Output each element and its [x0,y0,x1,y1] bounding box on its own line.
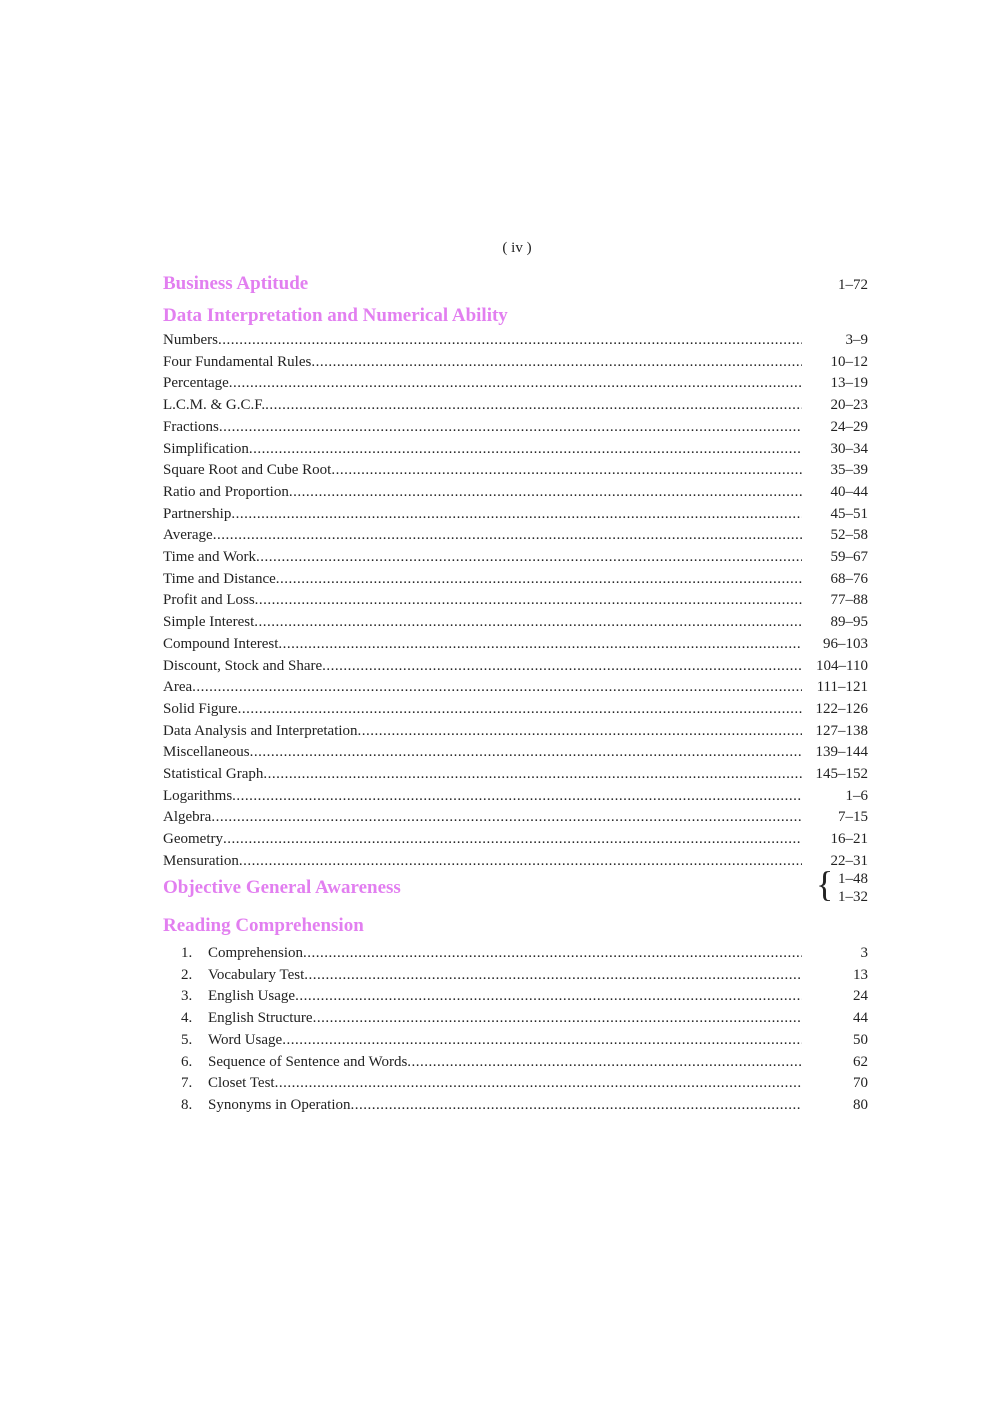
entry-title: Fractions [163,418,219,435]
toc-entry [163,1052,868,1074]
entry-title: Logarithms [163,787,233,804]
dot-leader [255,590,802,612]
entry-number: 7. [181,1075,193,1092]
dot-leader [275,1073,802,1095]
entry-pages: 127–138 [815,722,868,739]
dot-leader [223,829,802,851]
toc-entry [163,721,868,743]
toc-entry [163,742,868,764]
toc-entry [163,986,868,1008]
toc-entry [163,807,868,829]
toc-entry [163,439,868,461]
entry-pages: 89–95 [830,614,868,631]
entry-pages: 3 [860,945,868,961]
toc-entry [163,395,868,417]
entry-pages: 145–152 [815,766,868,783]
dot-leader [219,417,802,439]
entry-title: Geometry [163,831,223,848]
entry-pages: 77–88 [830,592,868,609]
dot-leader [250,742,802,764]
dot-leader [295,986,802,1008]
entry-pages: 22–31 [830,852,868,869]
section-pages-objective-2: 1–32 [838,889,868,905]
dot-leader [358,721,802,743]
dot-leader [263,764,802,786]
entry-title: Data Analysis and Interpretation [163,722,358,739]
entry-pages: 52–58 [830,527,868,544]
entry-pages: 40–44 [830,483,868,500]
toc-entry [163,417,868,439]
dot-leader [351,1095,803,1117]
dot-leader [218,330,802,352]
dot-leader [331,460,802,482]
dot-leader [256,547,802,569]
dot-leader [249,439,802,461]
data-interpretation-list [163,330,868,873]
entry-number: 2. [181,966,193,983]
section-heading-reading-comprehension: Reading Comprehension [163,915,364,936]
entry-pages: 111–121 [816,679,868,696]
entry-pages: 7–15 [838,809,868,826]
dot-leader [304,965,802,987]
dot-leader [311,352,802,374]
dot-leader [238,699,802,721]
toc-entry [163,829,868,851]
dot-leader [407,1052,802,1074]
entry-title: Discount, Stock and Share [163,657,323,674]
dot-leader [322,656,802,678]
entry-pages: 62 [853,1053,868,1070]
section-heading-business-aptitude: Business Aptitude [163,273,309,294]
toc-entry [163,590,868,612]
entry-title: Time and Work [163,549,256,566]
entry-pages: 45–51 [830,505,868,522]
toc-entry [163,569,868,591]
section-heading-objective-general-awareness: Objective General Awareness [163,877,401,898]
section-heading-data-interpretation: Data Interpretation and Numerical Ability [163,305,508,326]
toc-entry [163,612,868,634]
entry-title: L.C.M. & G.C.F. [163,397,266,414]
entry-pages: 13–19 [830,375,868,392]
entry-title: Average [163,527,213,544]
toc-entry [163,943,868,965]
entry-pages: 122–126 [815,700,868,717]
entry-number: 3. [181,988,193,1005]
entry-title: Area [163,679,193,696]
dot-leader [192,677,802,699]
entry-number: 5. [181,1031,193,1048]
toc-entry [163,786,868,808]
entry-title: Algebra [163,809,212,826]
entry-title: Simplification [163,440,249,457]
entry-title: Closet Test [208,1075,275,1092]
entry-title: Four Fundamental Rules [163,353,312,370]
entry-pages: 3–9 [845,332,868,348]
entry-title: Mensuration [163,852,239,869]
toc-entry [163,482,868,504]
entry-pages: 59–67 [830,549,868,566]
toc-entry [163,634,868,656]
toc-entry [163,525,868,547]
dot-leader [232,786,802,808]
dot-leader [313,1008,802,1030]
entry-title: Statistical Graph [163,766,264,783]
toc-entry [163,656,868,678]
reading-comprehension-list [163,943,868,1117]
toc-entry [163,1073,868,1095]
entry-pages: 24 [853,988,868,1005]
entry-title: Word Usage [208,1031,283,1048]
entry-pages: 1–6 [845,787,868,804]
entry-pages: 24–29 [830,418,868,435]
entry-title: Square Root and Cube Root [163,462,332,479]
entry-title: Numbers [163,332,218,348]
section-pages-business-aptitude: 1–72 [838,277,868,293]
dot-leader [211,807,802,829]
entry-title: Compound Interest [163,635,279,652]
entry-pages: 30–34 [830,440,868,457]
entry-title: Partnership [163,505,232,522]
dot-leader [265,395,802,417]
entry-title: Vocabulary Test [208,966,305,983]
brace-symbol: { [816,864,834,904]
toc-entry [163,352,868,374]
entry-pages: 68–76 [830,570,868,587]
toc-entry [163,1008,868,1030]
page-number: ( iv ) [502,240,532,256]
toc-entry [163,699,868,721]
entry-pages: 16–21 [830,831,868,848]
entry-title: Solid Figure [163,700,238,717]
entry-number: 4. [181,1010,193,1027]
entry-number: 1. [181,945,193,961]
toc-entry [163,965,868,987]
section-pages-objective-1: 1–48 [838,871,868,887]
entry-title: Ratio and Proportion [163,483,289,500]
toc-entry [163,504,868,526]
entry-title: Time and Distance [163,570,276,587]
entry-title: Miscellaneous [163,744,250,761]
entry-title: Profit and Loss [163,592,255,609]
dot-leader [289,482,802,504]
entry-number: 8. [181,1096,193,1113]
dot-leader [213,525,802,547]
dot-leader [239,851,802,873]
toc-entry [163,764,868,786]
toc-entry [163,460,868,482]
entry-pages: 50 [853,1031,868,1048]
dot-leader [229,373,802,395]
entry-title: English Structure [208,1010,313,1027]
dot-leader [278,634,802,656]
entry-pages: 80 [853,1096,868,1113]
toc-entry [163,1095,868,1117]
entry-pages: 35–39 [830,462,868,479]
entry-pages: 96–103 [823,635,868,652]
toc-entry [163,677,868,699]
dot-leader [231,504,802,526]
toc-entry [163,1030,868,1052]
entry-title: Simple Interest [163,614,255,631]
dot-leader [282,1030,802,1052]
toc-entry [163,851,868,873]
entry-pages: 10–12 [830,353,868,370]
toc-entry [163,330,868,352]
dot-leader [303,943,802,965]
dot-leader [254,612,802,634]
entry-title: Comprehension [208,945,303,961]
entry-pages: 13 [853,966,868,983]
toc-entry [163,547,868,569]
entry-title: Percentage [163,375,229,392]
entry-pages: 104–110 [816,657,868,674]
entry-pages: 139–144 [815,744,868,761]
entry-title: English Usage [208,988,296,1005]
entry-pages: 44 [853,1010,868,1027]
toc-entry [163,373,868,395]
entry-title: Synonyms in Operation [208,1096,351,1113]
entry-pages: 70 [853,1075,868,1092]
dot-leader [276,569,802,591]
entry-title: Sequence of Sentence and Words [208,1053,408,1070]
entry-pages: 20–23 [830,397,868,414]
entry-number: 6. [181,1053,193,1070]
